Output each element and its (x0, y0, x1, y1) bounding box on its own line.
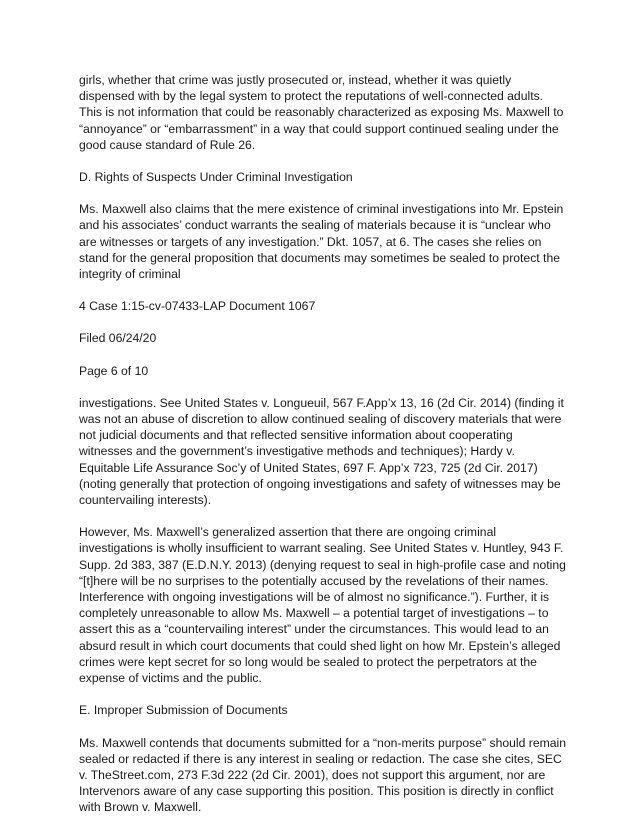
paragraph-non-merits: Ms. Maxwell contends that documents submitted for a “non-merits purpose” should remain sealed or redacted if there is any interest in sealing or redaction. The case she cites, SEC v. TheStreet.com, 273 F.3d 222 (2d Cir. 2001), does not support this argument, nor are Intervenors aware of any case supporting this position. This position is directly in conflict with Brown v. Maxwell. (79, 735, 567, 815)
page-number: Page 6 of 10 (79, 363, 149, 378)
section-heading-d: D. Rights of Suspects Under Criminal Investigation (79, 170, 353, 185)
case-caption: 4 Case 1:15-cv-07433-LAP Document 1067 (79, 299, 316, 314)
section-heading-e: E. Improper Submission of Documents (79, 703, 288, 718)
paragraph-longueuil: investigations. See United States v. Longueuil, 567 F.App’x 13, 16 (2d Cir. 2014) (finding it was not an abuse of discretion to allow continued sealing of discovery materials that were not judicial documents and that reflected sensitive information about cooperating witnesses and the government’s investigative methods and techniques); Hardy v. Equitable Life Assurance Soc’y of United States, 697 F. App’x 723, 725 (2d Cir. 2017) (noting generally that protection of ongoing investigations and safety of witnesses may be countervailing interests). (79, 395, 564, 508)
paragraph-huntley: However, Ms. Maxwell’s generalized assertion that there are ongoing criminal investigations is wholly insufficient to warrant sealing. See United States v. Huntley, 943 F. Supp. 2d 383, 387 (E.D.N.Y. 2013) (denying request to seal in high-profile case and noting “[t]here will be no surprises to the potentially accused by the revelations of their names. Interference with ongoing investigations will be of almost no significance.”). Further, it is completely unreasonable to allow Ms. Maxwell – a potential target of investigations – to assert this as a “countervailing interest” under the circumstances. This would lead to an absurd result in which court documents that could shed light on how Mr. Epstein’s alleged crimes were kept secret for so long would be sealed to protect the perpetrators at the expense of victims and the public. (79, 525, 566, 686)
filed-date: Filed 06/24/20 (79, 331, 157, 346)
paragraph-sealing-reputations: girls, whether that crime was justly prosecuted or, instead, whether it was quietly dispensed with by the legal system to protect the reputations of well-connected adults. This is not information that could be reasonably characterized as exposing Ms. Maxwell to “annoyance” or “embarrassment” in a way that could support continued sealing under the good cause standard of Rule 26. (79, 73, 564, 152)
paragraph-criminal-investigations: Ms. Maxwell also claims that the mere existence of criminal investigations into Mr. Epstein and his associates’ conduct warrants the sealing of materials because it is “unclear who are witnesses or targets of any investigation.” Dkt. 1057, at 6. The cases she relies on stand for the general proposition that documents may sometimes be sealed to protect the integrity of criminal (79, 202, 564, 282)
document-page (79, 72, 567, 832)
